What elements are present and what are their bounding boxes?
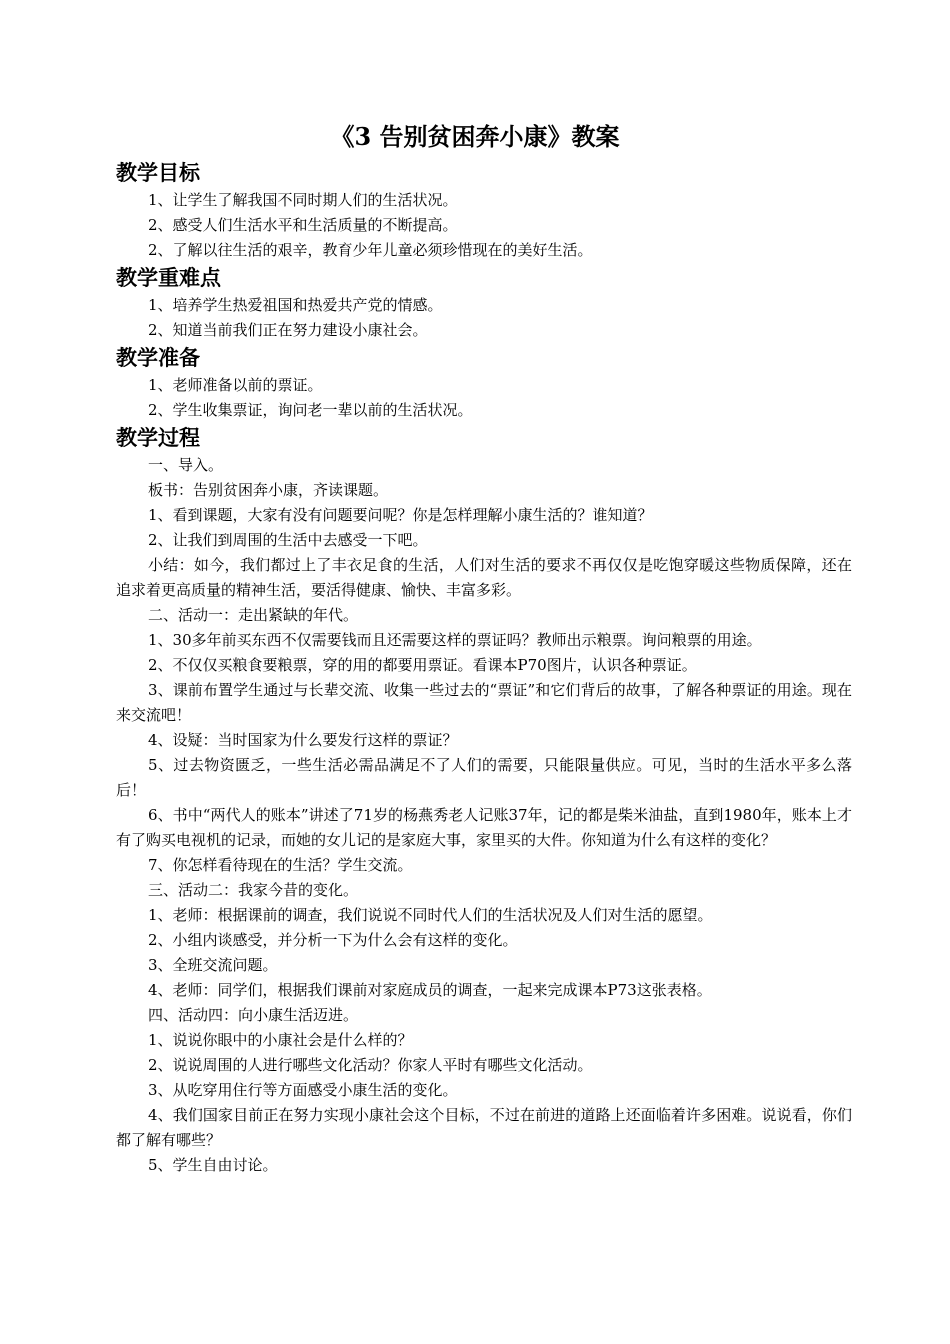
paragraph: 2、让我们到周围的生活中去感受一下吧。 bbox=[148, 531, 428, 549]
section-process bbox=[116, 423, 852, 1178]
paragraph: 4、设疑：当时国家为什么要发行这样的票证？ bbox=[148, 731, 458, 749]
section-heading: 教学过程 bbox=[116, 426, 200, 450]
paragraph: 1、老师准备以前的票证。 bbox=[148, 376, 323, 394]
paragraph: 1、说说你眼中的小康社会是什么样的？ bbox=[148, 1031, 413, 1049]
paragraph: 四、活动四：向小康生活迈进。 bbox=[148, 1006, 359, 1024]
paragraph: 1、看到课题，大家有没有问题要问呢？你是怎样理解小康生活的？谁知道？ bbox=[148, 506, 653, 524]
paragraph: 3、课前布置学生通过与长辈交流、收集一些过去的“票证”和它们背后的故事，了解各种票证的用途。现在来交流吧！ bbox=[116, 681, 852, 724]
paragraph: 1、培养学生热爱祖国和热爱共产党的情感。 bbox=[148, 296, 443, 314]
document-title: 《3 告别贫困奔小康》教案 bbox=[330, 122, 620, 151]
section-heading: 教学重难点 bbox=[116, 266, 221, 290]
paragraph: 5、过去物资匮乏，一些生活必需品满足不了人们的需要，只能限量供应。可见，当时的生活水平多么落后！ bbox=[116, 756, 852, 799]
section-teaching-goals bbox=[116, 158, 852, 263]
paragraph: 4、我们国家目前正在努力实现小康社会这个目标，不过在前进的道路上还面临着许多困难。说说看，你们都了解有哪些？ bbox=[116, 1106, 852, 1149]
paragraph: 二、活动一：走出紧缺的年代。 bbox=[148, 606, 359, 624]
paragraph: 2、了解以往生活的艰辛，教育少年儿童必须珍惜现在的美好生活。 bbox=[148, 241, 593, 259]
section-preparation bbox=[116, 343, 852, 423]
paragraph: 1、老师：根据课前的调查，我们说说不同时代人们的生活状况及人们对生活的愿望。 bbox=[148, 906, 713, 924]
paragraph: 5、学生自由讨论。 bbox=[148, 1156, 278, 1174]
paragraph: 2、不仅仅买粮食要粮票，穿的用的都要用票证。看课本P70图片，认识各种票证。 bbox=[148, 656, 697, 674]
paragraph: 1、让学生了解我国不同时期人们的生活状况。 bbox=[148, 191, 458, 209]
paragraph: 3、从吃穿用住行等方面感受小康生活的变化。 bbox=[148, 1081, 458, 1099]
paragraph: 板书：告别贫困奔小康，齐读课题。 bbox=[148, 481, 389, 499]
section-key-points bbox=[116, 263, 852, 343]
section-heading: 教学目标 bbox=[116, 161, 200, 185]
paragraph: 1、30多年前买东西不仅需要钱而且还需要这样的票证吗？教师出示粮票。询问粮票的用途。 bbox=[148, 631, 762, 649]
paragraph: 一、导入。 bbox=[148, 456, 224, 474]
paragraph: 3、全班交流问题。 bbox=[148, 956, 278, 974]
paragraph: 三、活动二：我家今昔的变化。 bbox=[148, 881, 359, 899]
paragraph: 小结：如今，我们都过上了丰衣足食的生活，人们对生活的要求不再仅仅是吃饱穿暖这些物质保障，还在追求着更高质量的精神生活，要活得健康、愉快、丰富多彩。 bbox=[116, 556, 852, 599]
paragraph: 2、感受人们生活水平和生活质量的不断提高。 bbox=[148, 216, 458, 234]
section-heading: 教学准备 bbox=[116, 346, 200, 370]
paragraph: 2、知道当前我们正在努力建设小康社会。 bbox=[148, 321, 428, 339]
paragraph: 6、书中“两代人的账本”讲述了71岁的杨燕秀老人记账37年，记的都是柴米油盐，直到1980年，账本上才有了购买电视机的记录，而她的女儿记的是家庭大事，家里买的大件。你知道为什么有这样的变化？ bbox=[116, 806, 852, 849]
paragraph: 2、小组内谈感受，并分析一下为什么会有这样的变化。 bbox=[148, 931, 518, 949]
paragraph: 2、学生收集票证，询问老一辈以前的生活状况。 bbox=[148, 401, 473, 419]
document-body bbox=[116, 158, 852, 1178]
paragraph: 4、老师：同学们，根据我们课前对家庭成员的调查，一起来完成课本P73这张表格。 bbox=[148, 981, 712, 999]
paragraph: 2、说说周围的人进行哪些文化活动？你家人平时有哪些文化活动。 bbox=[148, 1056, 593, 1074]
paragraph: 7、你怎样看待现在的生活？学生交流。 bbox=[148, 856, 413, 874]
